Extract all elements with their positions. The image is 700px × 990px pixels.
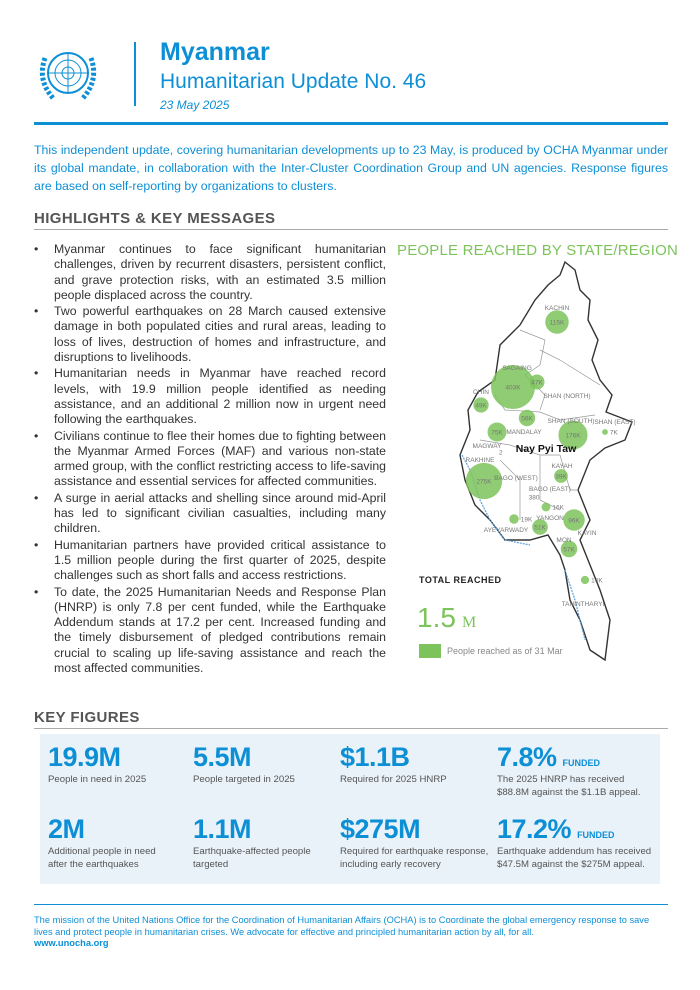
- region-label: SHAN (SOUTH): [547, 418, 595, 425]
- bubble-value-label: 96K: [568, 517, 580, 525]
- figure-value: 5.5M: [193, 742, 252, 772]
- figure-value: 2M: [48, 814, 85, 844]
- funded-tag: FUNDED: [577, 830, 615, 840]
- key-figures-panel: [40, 734, 660, 884]
- region-label: BAGO (WEST): [494, 475, 538, 482]
- key-figure: [193, 814, 323, 871]
- key-figure: [497, 742, 657, 799]
- section-rule: [34, 229, 668, 230]
- figure-desc: Earthquake-affected people targeted: [193, 846, 311, 870]
- region-label: SHAN (NORTH): [543, 393, 591, 400]
- bubble-value-label: 14K: [591, 577, 603, 585]
- bubble-value-label: 49K: [475, 402, 487, 410]
- bubble-value-label: 7K: [609, 429, 618, 437]
- header-divider: [134, 42, 136, 106]
- un-emblem-logo: [33, 40, 103, 110]
- bubble-value-label: 57K: [563, 546, 575, 554]
- bubble-marker: [542, 503, 551, 512]
- mission-statement: The mission of the United Nations Office for the Coordination of Humanitarian Affairs (OCHA) is to Coordinate the global emergency response to save lives and protect people in humanitarian crises. We advocate for effective and principled humanitarian action by all, for all.: [34, 915, 650, 937]
- bubble-marker: [509, 514, 519, 524]
- region-label: KAYIN: [577, 530, 597, 537]
- region-label: MANDALAY: [506, 429, 542, 436]
- figure-desc: Required for earthquake response, including early recovery: [340, 846, 489, 870]
- legend-label: People reached as of 31 Mar: [447, 646, 563, 656]
- bubble-value-label: 380: [528, 494, 540, 502]
- region-label: BAGO (EAST): [529, 486, 571, 493]
- highlights-list: [34, 242, 386, 677]
- page-subtitle: Humanitarian Update No. 46: [160, 70, 427, 93]
- key-figure: [48, 814, 168, 871]
- footer: [34, 915, 668, 950]
- bubble-value-label: 56K: [521, 415, 533, 423]
- capital-label: Nay Pyi Taw: [515, 443, 577, 455]
- map-title: PEOPLE REACHED BY STATE/REGION: [397, 242, 679, 259]
- bubble-value-label: 51K: [534, 524, 546, 532]
- highlight-item: • To date, the 2025 Humanitarian Needs and Response Plan (HNRP) is only 7.8 per cent funded, while the Earthquake Addendum stands at 17.2 per cent. Increased funding and the timely disbursement of pledged contributions remain crucial to scaling up life-saving assistance and reach the most affected communities.: [34, 585, 386, 677]
- bubble-value-label: 403K: [505, 384, 521, 392]
- publication-date: 23 May 2025: [160, 98, 230, 112]
- key-figure: [340, 814, 495, 871]
- website-link[interactable]: www.unocha.org: [34, 938, 109, 948]
- region-label: KACHIN: [544, 305, 570, 312]
- key-figure: [48, 742, 146, 787]
- figure-value: $275M: [340, 814, 421, 844]
- bubble-value-label: 75K: [491, 429, 503, 437]
- region-label: RAKHINE: [465, 457, 495, 464]
- section-rule: [34, 728, 668, 729]
- bubble-value-label: 16K: [552, 504, 564, 512]
- bubble-marker: [602, 429, 608, 435]
- highlight-item: • Myanmar continues to face significant humanitarian challenges, driven by recurrent disasters, persistent conflict, and grave protection risks, with an estimated 3.5 million people displaced across the country.: [34, 242, 386, 303]
- bubble-value-label: 275K: [476, 478, 492, 486]
- bubble-value-label: 176K: [565, 432, 581, 440]
- key-figure: [340, 742, 447, 787]
- highlight-item: • Humanitarian partners have provided critical assistance to 1.5 million people during the first quarter of 2025, despite challenges such as short falls and access restrictions.: [34, 538, 386, 584]
- highlight-item: • Humanitarian needs in Myanmar have reached record levels, with 19.9 million people identified as needing assistance, and an additional 2 million now in urgent need following the earthquakes.: [34, 366, 386, 427]
- legend-swatch: [419, 644, 441, 658]
- figure-value: 19.9M: [48, 742, 121, 772]
- figure-desc: Earthquake addendum has received $47.5M against the $275M appeal.: [497, 846, 652, 870]
- bubble-marker: [581, 576, 589, 584]
- figure-desc: The 2025 HNRP has received $88.8M against the $1.1B appeal.: [497, 774, 641, 798]
- figure-value: 7.8%: [497, 742, 557, 772]
- page-title: Myanmar: [160, 38, 270, 66]
- figure-value: $1.1B: [340, 742, 410, 772]
- bubble-value-label: 19K: [520, 516, 533, 524]
- intro-paragraph: This independent update, covering humanitarian developments up to 23 May, is produced by OCHA Myanmar under its global mandate, in collaboration with the Inter-Cluster Coordination Group and UN agencies. Response figures are based on self-reporting by organizations to clusters.: [34, 143, 668, 193]
- region-label: MON: [556, 537, 572, 544]
- highlight-item: • Civilians continue to flee their homes due to fighting between the Myanmar Armed Forces (MAF) and various non-state armed group, with the conflict restricting access to life-saving assistance and essential services for affected communities.: [34, 429, 386, 490]
- figure-desc: People in need in 2025: [48, 774, 147, 785]
- total-reached-value: 1.5: [417, 602, 456, 633]
- highlight-item: • Two powerful earthquakes on 28 March caused extensive damage in both populated cities and rural areas, leading to loss of lives, destruction of homes and infrastructure, and disruptions to livelihoods.: [34, 304, 386, 365]
- bubble-value-label: 115K: [549, 319, 565, 327]
- footer-rule: [34, 904, 668, 905]
- funded-tag: FUNDED: [562, 758, 601, 768]
- bubble-value-label: 47K: [531, 379, 543, 387]
- total-reached-unit: M: [462, 614, 477, 631]
- bubble-value-label: 39K: [555, 473, 567, 481]
- figure-value: 17.2%: [497, 814, 572, 844]
- region-label: KAYAH: [551, 463, 573, 470]
- highlights-heading: HIGHLIGHTS & KEY MESSAGES: [34, 210, 276, 227]
- figure-desc: Required for 2025 HNRP: [340, 774, 447, 785]
- region-label: TANINTHARYI: [561, 601, 605, 608]
- header-rule: [34, 122, 668, 125]
- region-label: YANGON: [536, 515, 564, 522]
- region-label: SHAN (EAST): [594, 419, 636, 426]
- figure-desc: People targeted in 2025: [193, 774, 295, 785]
- bubble-value-label: 2: [499, 449, 503, 457]
- figure-value: 1.1M: [193, 814, 252, 844]
- region-label: SAGAING: [502, 365, 532, 372]
- figure-desc: Additional people in need after the earthquakes: [48, 846, 156, 870]
- highlight-item: • A surge in aerial attacks and shelling since around mid-April has led to significant civilian casualties, including many children.: [34, 491, 386, 537]
- region-label: MAGWAY: [472, 443, 502, 450]
- region-label: AYEYARWADY: [483, 527, 529, 534]
- region-label: CHIN: [473, 389, 489, 396]
- total-reached-label: TOTAL REACHED: [419, 575, 502, 585]
- key-figure: [497, 814, 657, 871]
- key-figures-heading: KEY FIGURES: [34, 709, 140, 726]
- people-reached-map: [400, 250, 640, 670]
- key-figure: [193, 742, 295, 787]
